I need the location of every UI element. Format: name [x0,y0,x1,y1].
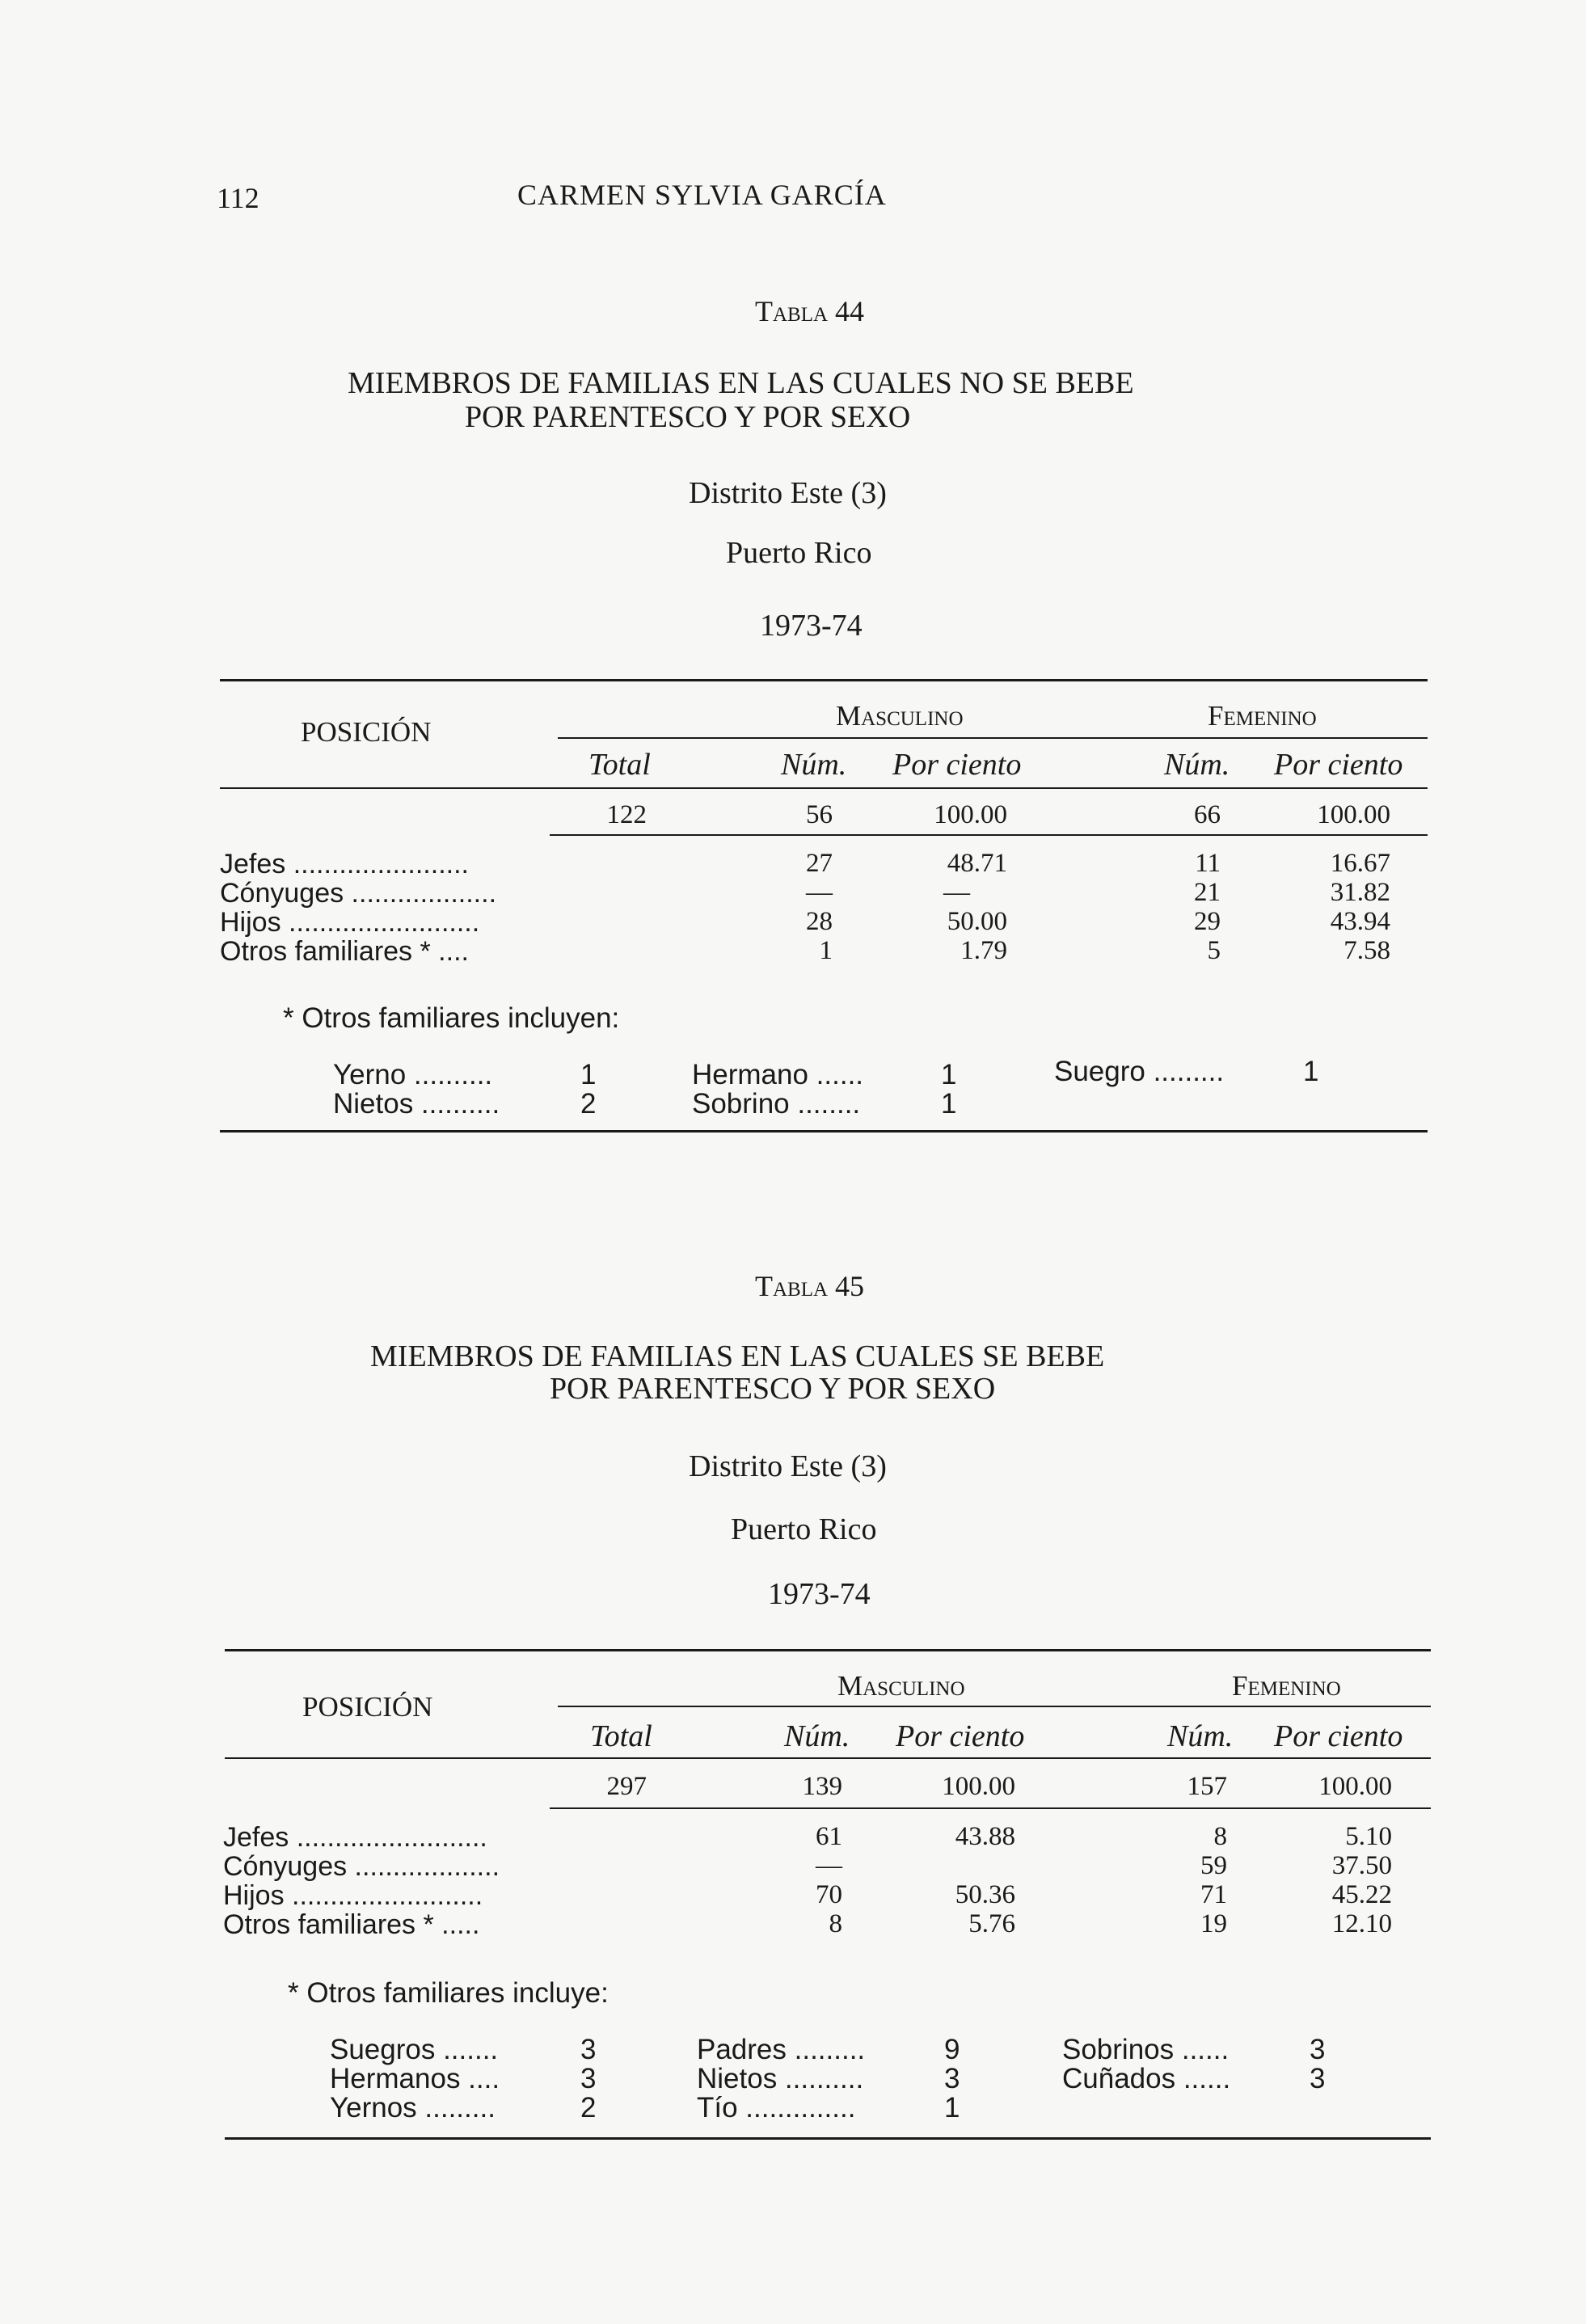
table-45-col-m-pct: Por ciento [896,1719,1025,1753]
table-44-col-f-pct: Por ciento [1274,748,1403,782]
table-44-district: Distrito Este (3) [689,476,887,510]
foot-item-count: 3 [1310,2034,1326,2065]
foot-item-name: Nietos .......... [333,1088,500,1120]
table-44-col-total: Total [588,748,651,782]
table-45-f-pct-total: 100.00 [1318,1772,1392,1801]
foot-item-count: 9 [944,2034,960,2065]
table-44-totals-rule [550,834,1428,836]
table-44-col-femenino: Femenino [1208,700,1317,732]
m-num: 1 [819,936,833,965]
page-number: 112 [217,182,259,214]
table-45-district: Distrito Este (3) [689,1449,887,1483]
table-44-col-m-pct: Por ciento [892,748,1022,782]
foot-item-name: Nietos .......... [697,2063,864,2094]
m-num: — [816,1851,842,1880]
row-label: Jefes ....................... [220,849,469,879]
table-45-col-total: Total [590,1719,652,1753]
foot-item-count: 1 [941,1088,957,1120]
foot-item-name: Yernos ......... [330,2092,496,2124]
table-45-col-masculino: Masculino [837,1670,965,1702]
foot-item-count: 2 [580,2092,597,2124]
table-44-bottom-rule [220,1130,1428,1132]
table-45-col-f-pct: Por ciento [1274,1719,1403,1753]
table-44-f-pct-total: 100.00 [1317,800,1390,829]
f-pct: 7.58 [1343,936,1390,965]
foot-item-count: 3 [580,2063,597,2094]
table-44-f-num-total: 66 [1194,800,1221,829]
row-label: Cónyuges ................... [220,878,497,909]
f-pct: 31.82 [1330,878,1390,907]
table-44-col-f-num: Núm. [1164,748,1230,782]
table-45-top-rule [225,1649,1431,1651]
table-45-label: Tabla 45 [755,1270,865,1302]
m-num: 61 [816,1822,842,1851]
m-num: 27 [806,849,833,878]
table-45-bottom-rule [225,2137,1431,2140]
table-44-col-posicion: POSICIÓN [301,716,432,748]
table-45-col-f-num: Núm. [1167,1719,1234,1753]
foot-item-name: Sobrinos ...... [1062,2034,1230,2065]
f-pct: 43.94 [1330,907,1390,936]
m-pct: 43.88 [955,1822,1015,1851]
m-num: 28 [806,907,833,936]
row-label: Jefes ......................... [223,1822,487,1853]
table-44-years: 1973-74 [760,609,863,643]
foot-item-name: Yerno .......... [333,1059,493,1090]
f-num: 8 [1213,1822,1227,1851]
f-pct: 16.67 [1330,849,1390,878]
f-pct: 12.10 [1331,1909,1392,1938]
foot-item-name: Hermano ...... [692,1059,864,1090]
f-num: 59 [1200,1851,1227,1880]
table-44-title-line2: POR PARENTESCO Y POR SEXO [465,400,911,434]
table-44-top-rule [220,679,1428,681]
table-44-place: Puerto Rico [726,536,872,570]
table-45-title-line2: POR PARENTESCO Y POR SEXO [550,1372,996,1406]
f-num: 19 [1200,1909,1227,1938]
f-num: 29 [1194,907,1221,936]
foot-item-count: 1 [944,2092,960,2124]
table-44-sub-rule [558,737,1428,739]
running-head: CARMEN SYLVIA GARCÍA [517,179,887,211]
foot-item-count: 2 [580,1088,597,1120]
table-44-m-num-total: 56 [806,800,833,829]
table-45-m-num-total: 139 [802,1772,842,1801]
table-44-title-line1: MIEMBROS DE FAMILIAS EN LAS CUALES NO SE BEBE [348,366,1134,400]
foot-item-count: 3 [1310,2063,1326,2094]
m-pct: — [943,878,970,907]
table-45-m-pct-total: 100.00 [942,1772,1015,1801]
foot-item-name: Sobrino ........ [692,1088,861,1120]
foot-item-name: Tío .............. [697,2092,856,2124]
f-num: 71 [1200,1880,1227,1909]
table-44-total: 122 [606,800,647,829]
m-pct: 1.79 [960,936,1007,965]
row-label: Cónyuges ................... [223,1851,500,1882]
m-num: 8 [829,1909,842,1938]
table-44-m-pct-total: 100.00 [934,800,1007,829]
m-pct: 48.71 [947,849,1007,878]
table-44-col-m-num: Núm. [781,748,847,782]
foot-item-count: 3 [944,2063,960,2094]
table-45-title-line1: MIEMBROS DE FAMILIAS EN LAS CUALES SE BEBE [370,1339,1105,1373]
table-45-col-femenino: Femenino [1232,1670,1341,1702]
table-44-header-rule [220,787,1428,789]
foot-item-name: Suegros ....... [330,2034,499,2065]
table-45-totals-rule [550,1807,1431,1809]
table-44-label: Tabla 44 [755,295,865,327]
foot-item-name: Cuñados ...... [1062,2063,1231,2094]
row-label: Otros familiares * ..... [223,1909,480,1940]
m-num: — [806,878,833,907]
table-45-sub-rule [558,1706,1431,1707]
table-45-col-m-num: Núm. [784,1719,850,1753]
m-num: 70 [816,1880,842,1909]
foot-item-name: Padres ......... [697,2034,866,2065]
foot-item-count: 3 [580,2034,597,2065]
m-pct: 50.36 [955,1880,1015,1909]
row-label: Hijos ......................... [220,907,480,938]
table-44-footnote: * Otros familiares incluyen: [283,1002,620,1034]
f-num: 5 [1207,936,1221,965]
table-45-footnote: * Otros familiares incluye: [288,1977,609,2009]
m-pct: 50.00 [947,907,1007,936]
f-pct: 5.10 [1345,1822,1392,1851]
table-45-total: 297 [606,1772,647,1801]
table-45-f-num-total: 157 [1187,1772,1227,1801]
foot-item-count: 1 [941,1059,957,1090]
table-45-place: Puerto Rico [731,1512,877,1546]
m-pct: 5.76 [968,1909,1015,1938]
table-45-years: 1973-74 [768,1577,871,1611]
table-45-header-rule [225,1757,1431,1759]
table-44-col-masculino: Masculino [836,700,964,732]
f-pct: 45.22 [1331,1880,1392,1909]
f-num: 11 [1195,849,1221,878]
foot-item-name: Suegro ......... [1054,1056,1225,1087]
table-45-col-posicion: POSICIÓN [302,1691,433,1723]
row-label: Otros familiares * .... [220,936,469,967]
row-label: Hijos ......................... [223,1880,483,1911]
foot-item-name: Hermanos .... [330,2063,500,2094]
foot-item-count: 1 [580,1059,597,1090]
foot-item-count: 1 [1303,1056,1319,1087]
f-pct: 37.50 [1331,1851,1392,1880]
f-num: 21 [1194,878,1221,907]
